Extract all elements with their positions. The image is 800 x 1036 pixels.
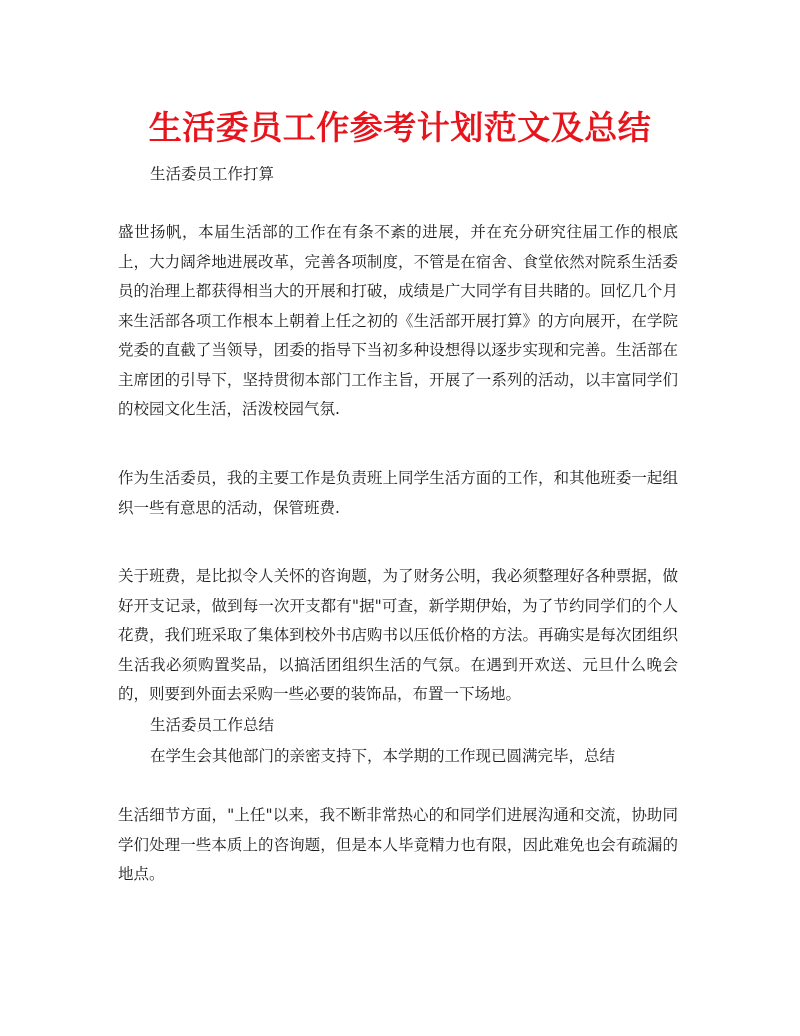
document-title: 生活委员工作参考计划范文及总结 (148, 108, 652, 147)
paragraph-closing: 生活细节方面，"上任"以来，我不断非常热心的和同学们进展沟通和交流，协助同学们处理一些本质上的咨询题，但是本人毕竟精力也有限，因此难免也会有疏漏的地点。 (118, 806, 678, 883)
subheading-summary: 生活委员工作总结 (150, 716, 275, 734)
subheading-plan: 生活委员工作打算 (150, 165, 275, 183)
paragraph-intro: 盛世扬帆，本届生活部的工作在有条不紊的进展，并在充分研究往届工作的根底上，大力阔斧地进展改革，完善各项制度，不管是在宿舍、食堂依然对院系生活委员的治理上都获得相当大的开展和打破，成绩是广大同学有目共睹的。回忆几个月来生活部各项工作根本上朝着上任之初的《生活部开展打算》的方向展开，在学院党委的直截了当领导，团委的指导下当初多种设想得以逐步实现和完善。生活部在主席团的引导下，坚持贯彻本部门工作主旨，开展了一系列的活动，以丰富同学们的校园文化生活，活泼校园气氛. (118, 223, 678, 418)
paragraph-duties: 作为生活委员，我的主要工作是负责班上同学生活方面的工作，和其他班委一起组织一些有意思的活动，保管班费. (118, 469, 678, 517)
summary-intro: 在学生会其他部门的亲密支持下，本学期的工作现已圆满完毕，总结 (150, 747, 616, 765)
paragraph-class-fees: 关于班费，是比拟令人关怀的咨询题，为了财务公明，我必须整理好各种票据，做好开支记录，做到每一次开支都有"据"可查，新学期伊始，为了节约同学们的个人花费，我们班采取了集体到校外书店购书以压低价格的方法。再确实是每次团组织生活我必须购置奖品，以搞活团组织生活的气氛。在遇到开欢送、元旦什么晚会的，则要到外面去采购一些必要的装饰品，布置一下场地。 (118, 567, 678, 703)
